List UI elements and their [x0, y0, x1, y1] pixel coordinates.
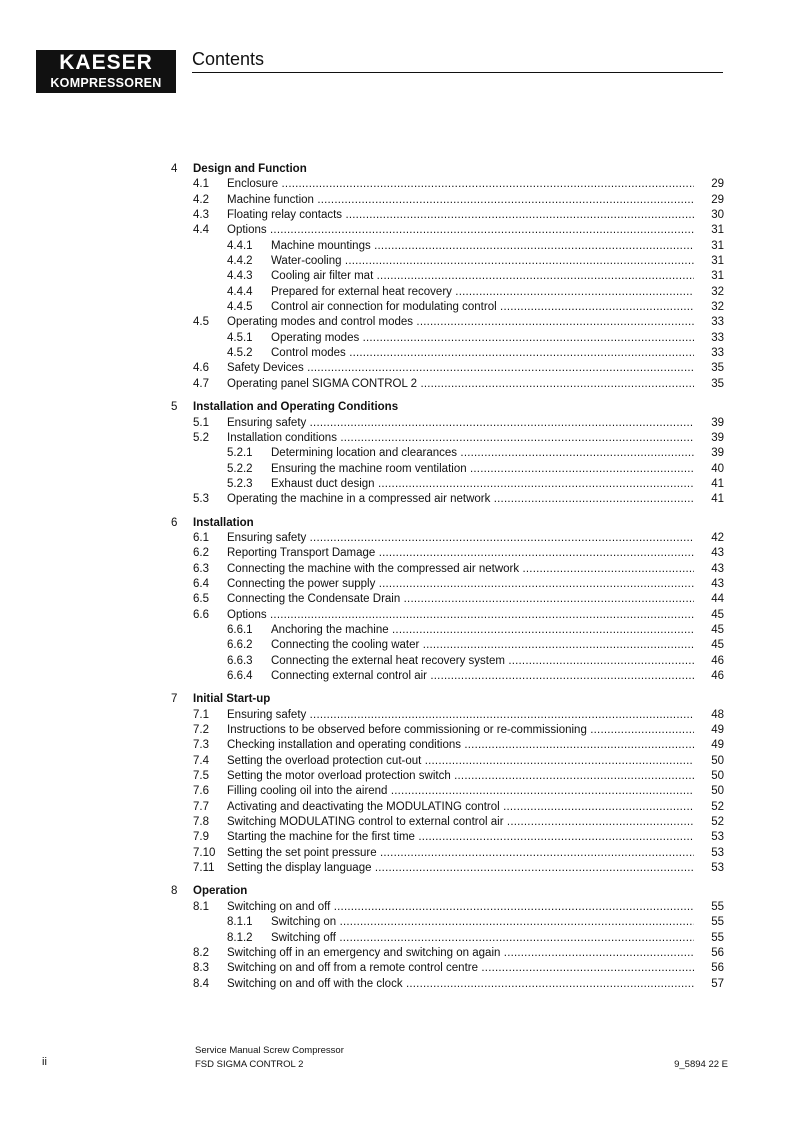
toc-entry[interactable]	[0, 377, 787, 392]
toc-title: Exhaust duct design .....	[271, 477, 694, 492]
toc-title: Initial Start-up	[193, 693, 271, 706]
toc-entry[interactable]	[0, 446, 787, 461]
toc-number: 6	[171, 516, 178, 529]
toc-title: Ensuring safety .....	[227, 416, 694, 431]
toc-number: 8.1.1	[227, 916, 253, 929]
toc-title: Setting the motor overload protection switch .....	[227, 769, 694, 784]
toc-title: Switching MODULATING control to external control air .....	[227, 815, 694, 830]
toc-number: 6.2	[193, 547, 209, 560]
toc-entry[interactable]	[0, 331, 787, 346]
toc-number: 4.4.1	[227, 239, 253, 252]
toc-chapter	[0, 400, 787, 415]
toc-title: Instructions to be observed before commissioning or re-commissioning .....	[227, 723, 694, 738]
toc-number: 5.2.3	[227, 477, 253, 490]
toc-entry[interactable]	[0, 315, 787, 330]
toc-page: 50	[711, 785, 724, 798]
toc-chapter	[0, 516, 787, 531]
toc-title: Anchoring the machine .....	[271, 623, 694, 638]
toc-page: 39	[711, 416, 724, 429]
toc-number: 4.4.2	[227, 255, 253, 268]
toc-entry[interactable]	[0, 285, 787, 300]
toc-number: 7.4	[193, 754, 209, 767]
toc-number: 5.1	[193, 416, 209, 429]
toc-page: 55	[711, 900, 724, 913]
toc-title: Control air connection for modulating control .....	[271, 300, 694, 315]
toc-page: 43	[711, 577, 724, 590]
toc-title: Switching on and off with the clock .....	[227, 977, 694, 992]
toc-number: 4.4.4	[227, 285, 253, 298]
toc-page: 45	[711, 639, 724, 652]
page-title: Contents	[192, 49, 265, 69]
toc-entry[interactable]	[0, 769, 787, 784]
toc-entry[interactable]	[0, 531, 787, 546]
toc-page: 30	[711, 209, 724, 222]
toc-number: 6.6.3	[227, 654, 253, 667]
toc-number: 7.11	[193, 862, 215, 875]
toc-title: Installation and Operating Conditions	[193, 401, 399, 414]
toc-title: Ensuring safety .....	[227, 531, 694, 546]
toc-page: 31	[711, 255, 724, 268]
toc-entry[interactable]	[0, 861, 787, 876]
toc-number: 4.4	[193, 224, 209, 237]
toc-title: Ensuring safety .....	[227, 708, 694, 723]
title-rule	[192, 72, 723, 73]
toc-page: 39	[711, 447, 724, 460]
toc-title: Design and Function	[193, 163, 307, 175]
toc-number: 4.5.1	[227, 331, 253, 344]
toc-number: 8.4	[193, 977, 209, 990]
footer-manual-type: Service Manual Screw Compressor	[195, 1045, 344, 1056]
toc-number: 7	[171, 693, 178, 706]
toc-page: 32	[711, 301, 724, 314]
page-number: ii	[42, 1056, 47, 1068]
toc-page: 56	[711, 946, 724, 959]
toc-page: 55	[711, 931, 724, 944]
toc-entry[interactable]	[0, 346, 787, 361]
toc-title: Switching on .....	[271, 915, 694, 930]
toc-page: 45	[711, 608, 724, 621]
toc-title: Activating and deactivating the MODULATING control .....	[227, 800, 694, 815]
toc-number: 4.1	[193, 178, 209, 191]
toc-number: 6.6	[193, 608, 209, 621]
toc-number: 4.7	[193, 377, 209, 390]
toc-title: Machine function .....	[227, 193, 694, 208]
toc-number: 8.3	[193, 962, 209, 975]
toc-entry[interactable]	[0, 654, 787, 669]
toc-entry[interactable]	[0, 608, 787, 623]
toc-page: 41	[711, 477, 724, 490]
toc-title: Safety Devices .....	[227, 361, 694, 376]
toc-page: 43	[711, 562, 724, 575]
toc-page: 40	[711, 462, 724, 475]
toc-entry[interactable]	[0, 946, 787, 961]
toc-page: 56	[711, 962, 724, 975]
toc-number: 5	[171, 401, 178, 414]
toc-title: Starting the machine for the first time .....	[227, 830, 694, 845]
toc-entry[interactable]	[0, 931, 787, 946]
toc-page: 50	[711, 754, 724, 767]
toc-page: 29	[711, 178, 724, 191]
toc-number: 5.2.2	[227, 462, 253, 475]
toc-number: 6.6.1	[227, 623, 253, 636]
toc-number: 4	[171, 163, 178, 175]
toc-number: 7.9	[193, 831, 209, 844]
toc-page: 44	[711, 593, 724, 606]
toc-page: 29	[711, 193, 724, 206]
toc-title: Options .....	[227, 608, 694, 623]
toc-entry[interactable]	[0, 754, 787, 769]
table-of-contents	[0, 162, 787, 992]
toc-page: 53	[711, 846, 724, 859]
toc-number: 7.10	[193, 846, 216, 859]
toc-page: 45	[711, 623, 724, 636]
toc-number: 7.2	[193, 724, 209, 737]
toc-entry[interactable]	[0, 208, 787, 223]
toc-page: 35	[711, 377, 724, 390]
toc-page: 35	[711, 362, 724, 375]
toc-number: 4.4.5	[227, 301, 253, 314]
toc-entry[interactable]	[0, 562, 787, 577]
toc-number: 6.5	[193, 593, 209, 606]
toc-entry[interactable]	[0, 492, 787, 507]
toc-title: Setting the display language .....	[227, 861, 694, 876]
toc-entry[interactable]	[0, 961, 787, 976]
toc-page: 31	[711, 239, 724, 252]
toc-entry[interactable]	[0, 254, 787, 269]
toc-entry[interactable]	[0, 462, 787, 477]
toc-page: 46	[711, 654, 724, 667]
toc-title: Connecting the Condensate Drain .....	[227, 592, 694, 607]
toc-title: Enclosure .....	[227, 177, 694, 192]
toc-number: 7.5	[193, 770, 209, 783]
toc-entry[interactable]	[0, 708, 787, 723]
toc-page: 33	[711, 316, 724, 329]
toc-entry[interactable]	[0, 223, 787, 238]
toc-number: 8.1	[193, 900, 209, 913]
toc-title: Switching on and off from a remote control centre .....	[227, 961, 694, 976]
toc-title: Machine mountings .....	[271, 239, 694, 254]
toc-number: 6.1	[193, 531, 209, 544]
toc-number: 5.3	[193, 493, 209, 506]
section-gap	[0, 508, 787, 516]
toc-page: 53	[711, 831, 724, 844]
toc-number: 5.2	[193, 431, 209, 444]
toc-title: Connecting the cooling water .....	[271, 638, 694, 653]
toc-title: Operating modes and control modes .....	[227, 315, 694, 330]
toc-entry[interactable]	[0, 269, 787, 284]
toc-entry[interactable]	[0, 416, 787, 431]
toc-number: 8.1.2	[227, 931, 253, 944]
toc-entry[interactable]	[0, 669, 787, 684]
toc-number: 4.4.3	[227, 270, 253, 283]
toc-entry[interactable]	[0, 846, 787, 861]
toc-page: 52	[711, 816, 724, 829]
toc-title: Connecting the power supply .....	[227, 577, 694, 592]
toc-entry[interactable]	[0, 623, 787, 638]
toc-entry[interactable]	[0, 431, 787, 446]
toc-title: Setting the overload protection cut-out .....	[227, 754, 694, 769]
toc-title: Installation conditions .....	[227, 431, 694, 446]
toc-page: 46	[711, 670, 724, 682]
toc-page: 57	[711, 977, 724, 990]
toc-entry[interactable]	[0, 800, 787, 815]
toc-chapter	[0, 162, 787, 177]
toc-page: 43	[711, 547, 724, 560]
toc-number: 7.3	[193, 739, 209, 752]
toc-title: Prepared for external heat recovery .....	[271, 285, 694, 300]
toc-title: Floating relay contacts .....	[227, 208, 694, 223]
toc-page: 55	[711, 916, 724, 929]
toc-title: Cooling air filter mat .....	[271, 269, 694, 284]
toc-entry[interactable]	[0, 177, 787, 192]
toc-title: Control modes .....	[271, 346, 694, 361]
toc-number: 4.5.2	[227, 347, 253, 360]
toc-entry[interactable]	[0, 300, 787, 315]
toc-number: 7.8	[193, 816, 209, 829]
toc-entry[interactable]	[0, 830, 787, 845]
toc-entry[interactable]	[0, 477, 787, 492]
toc-title: Switching on and off .....	[227, 900, 694, 915]
toc-page: 49	[711, 724, 724, 737]
footer-product: FSD SIGMA CONTROL 2	[195, 1059, 304, 1070]
toc-entry[interactable]	[0, 977, 787, 992]
toc-title: Checking installation and operating conditions .....	[227, 738, 694, 753]
toc-title: Operating panel SIGMA CONTROL 2 .....	[227, 377, 694, 392]
toc-page: 31	[711, 224, 724, 237]
toc-entry[interactable]	[0, 592, 787, 607]
toc-number: 6.6.2	[227, 639, 253, 652]
toc-number: 6.6.4	[227, 670, 253, 682]
toc-entry[interactable]	[0, 900, 787, 915]
toc-number: 7.7	[193, 800, 209, 813]
toc-title: Setting the set point pressure .....	[227, 846, 694, 861]
toc-title: Operating modes .....	[271, 331, 694, 346]
toc-chapter	[0, 692, 787, 707]
toc-page: 53	[711, 862, 724, 875]
logo-subtitle: KOMPRESSOREN	[50, 76, 162, 90]
toc-number: 8.2	[193, 946, 209, 959]
toc-title: Operation	[193, 885, 248, 898]
toc-number: 4.3	[193, 209, 209, 222]
toc-title: Connecting the machine with the compressed air network .....	[227, 562, 694, 577]
toc-title: Determining location and clearances .....	[271, 446, 694, 461]
toc-entry[interactable]	[0, 361, 787, 376]
toc-page: 50	[711, 770, 724, 783]
toc-number: 4.2	[193, 193, 209, 206]
toc-chapter	[0, 884, 787, 899]
toc-title: Reporting Transport Damage .....	[227, 546, 694, 561]
logo-brand: KAESER	[59, 51, 153, 74]
toc-title: Water-cooling .....	[271, 254, 694, 269]
toc-page: 41	[711, 493, 724, 506]
toc-title: Ensuring the machine room ventilation .....	[271, 462, 694, 477]
section-gap	[0, 684, 787, 692]
toc-entry[interactable]	[0, 815, 787, 830]
toc-number: 7.6	[193, 785, 209, 798]
toc-entry[interactable]	[0, 723, 787, 738]
toc-entry[interactable]	[0, 546, 787, 561]
section-gap	[0, 392, 787, 400]
kaeser-logo	[36, 50, 176, 93]
toc-entry[interactable]	[0, 915, 787, 930]
toc-title: Connecting the external heat recovery system .....	[271, 654, 694, 669]
toc-page: 48	[711, 708, 724, 721]
toc-entry[interactable]	[0, 577, 787, 592]
toc-page: 49	[711, 739, 724, 752]
toc-number: 4.5	[193, 316, 209, 329]
toc-entry[interactable]	[0, 738, 787, 753]
toc-title: Switching off in an emergency and switching on again .....	[227, 946, 694, 961]
toc-entry[interactable]	[0, 784, 787, 799]
toc-title: Options .....	[227, 223, 694, 238]
toc-title: Filling cooling oil into the airend .....	[227, 784, 694, 799]
toc-title: Operating the machine in a compressed air network .....	[227, 492, 694, 507]
toc-number: 4.6	[193, 362, 209, 375]
toc-number: 6.4	[193, 577, 209, 590]
toc-title: Switching off .....	[271, 931, 694, 946]
toc-title: Connecting external control air .....	[271, 669, 694, 684]
toc-page: 33	[711, 331, 724, 344]
toc-page: 39	[711, 431, 724, 444]
toc-page: 33	[711, 347, 724, 360]
footer-doc-code: 9_5894 22 E	[674, 1059, 728, 1070]
toc-number: 7.1	[193, 708, 209, 721]
toc-number: 8	[171, 885, 178, 898]
toc-page: 32	[711, 285, 724, 298]
section-gap	[0, 876, 787, 884]
toc-page: 52	[711, 800, 724, 813]
toc-number: 5.2.1	[227, 447, 253, 460]
toc-number: 6.3	[193, 562, 209, 575]
toc-entry[interactable]	[0, 638, 787, 653]
toc-title: Installation	[193, 516, 254, 529]
toc-page: 31	[711, 270, 724, 283]
toc-entry[interactable]	[0, 193, 787, 208]
toc-entry[interactable]	[0, 239, 787, 254]
toc-page: 42	[711, 531, 724, 544]
